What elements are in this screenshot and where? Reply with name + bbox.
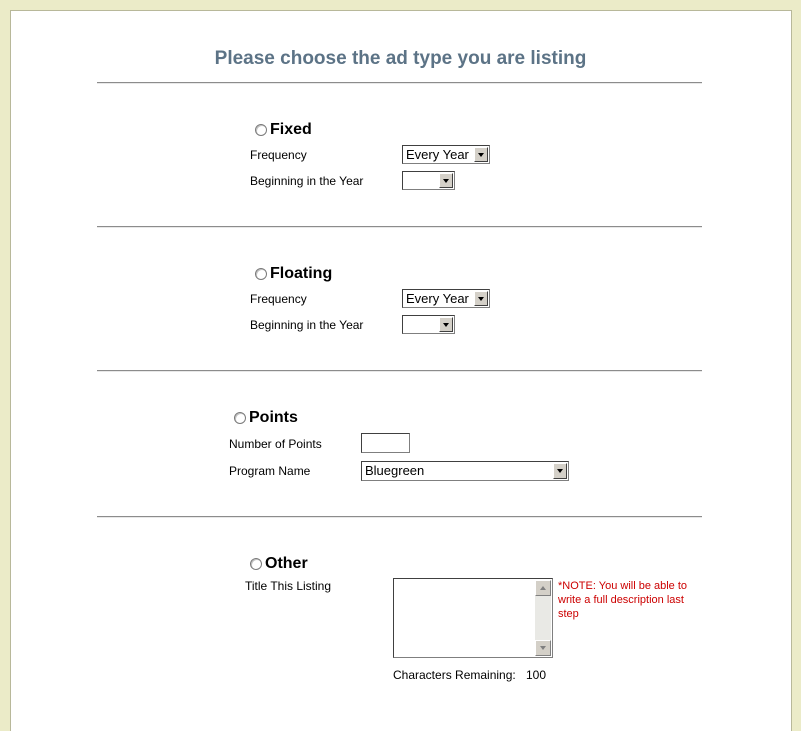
floating-year-select[interactable] — [402, 315, 455, 334]
chevron-down-icon[interactable] — [553, 463, 567, 479]
fixed-year-label: Beginning in the Year — [250, 174, 364, 188]
divider — [97, 370, 702, 372]
page-title: Please choose the ad type you are listing — [214, 48, 587, 69]
points-program-value: Bluegreen — [365, 463, 425, 478]
characters-remaining-count: 100 — [526, 668, 547, 682]
chevron-down-icon[interactable] — [439, 173, 453, 188]
divider — [97, 226, 702, 228]
points-program-label: Program Name — [229, 464, 311, 478]
fixed-frequency-value: Every Year — [406, 147, 469, 162]
scroll-down-icon[interactable] — [535, 640, 551, 656]
other-label[interactable]: Other — [265, 555, 308, 572]
floating-frequency-value: Every Year — [406, 291, 469, 306]
points-number-input[interactable] — [361, 433, 410, 453]
other-radio[interactable] — [250, 558, 262, 570]
floating-year-label: Beginning in the Year — [250, 318, 364, 332]
floating-radio[interactable] — [255, 268, 267, 280]
textarea-scrollbar[interactable] — [535, 580, 551, 656]
fixed-frequency-label: Frequency — [250, 148, 307, 162]
floating-label[interactable]: Floating — [270, 265, 333, 282]
points-label[interactable]: Points — [249, 409, 298, 426]
chevron-down-icon[interactable] — [439, 317, 453, 332]
fixed-year-select[interactable] — [402, 171, 455, 190]
floating-frequency-label: Frequency — [250, 292, 307, 306]
characters-remaining-label: Characters Remaining: — [393, 668, 516, 682]
chevron-down-icon[interactable] — [474, 291, 488, 306]
points-number-label: Number of Points — [229, 437, 322, 451]
points-radio[interactable] — [234, 412, 246, 424]
fixed-label[interactable]: Fixed — [270, 121, 312, 138]
other-title-label: Title This Listing — [245, 579, 332, 593]
chevron-down-icon[interactable] — [474, 147, 488, 162]
scroll-up-icon[interactable] — [535, 580, 551, 596]
divider — [97, 516, 702, 518]
fixed-radio[interactable] — [255, 124, 267, 136]
description-note: *NOTE: You will be able to write a full description last step — [558, 580, 688, 620]
floating-frequency-select[interactable] — [402, 289, 490, 308]
divider — [97, 82, 702, 84]
listing-title-textarea[interactable] — [393, 578, 553, 658]
points-program-select[interactable] — [361, 461, 569, 481]
fixed-frequency-select[interactable] — [402, 145, 490, 164]
